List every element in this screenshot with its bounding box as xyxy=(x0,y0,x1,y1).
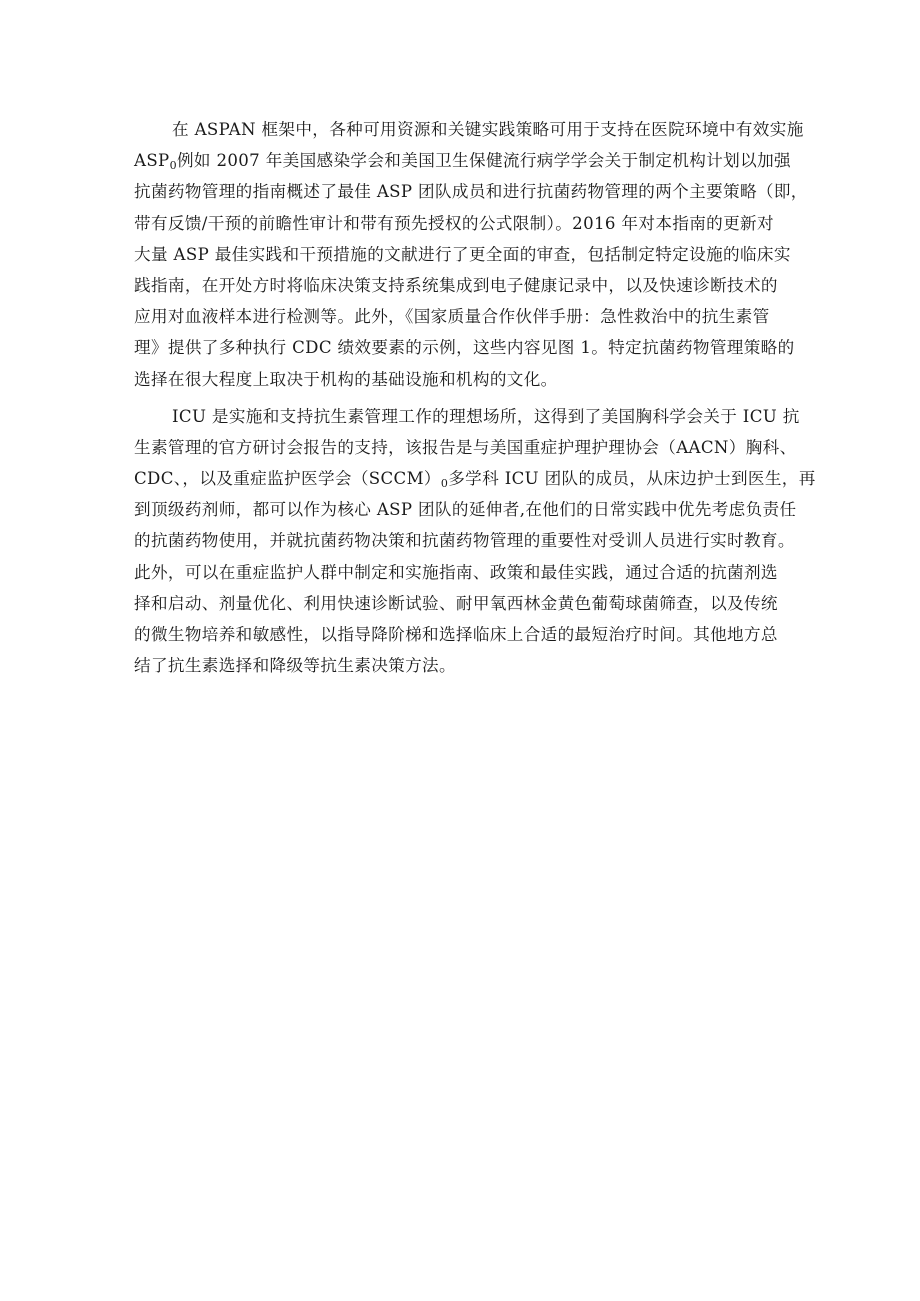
text-line: 带有反馈/干预的前瞻性审计和带有预先授权的公式限制）。2016 年对本指南的更新对 xyxy=(134,213,774,233)
text-segment: CDC、，以及重症监护医学会（SCCM） xyxy=(134,469,441,489)
text-line: 在 ASPAN 框架中，各种可用资源和关键实践策略可用于支持在医院环境中有效实施 xyxy=(172,120,804,139)
subscript: 0 xyxy=(440,477,449,491)
text-segment: 例如 2007 年美国感染学会和美国卫生保健流行病学学会关于制定机构计划以加强 xyxy=(176,151,791,171)
text-line: 择和启动、剂量优化、利用快速诊断试验、耐甲氧西林金黄色葡萄球菌筛查，以及传统 xyxy=(134,593,778,613)
text-line: 生素管理的官方研讨会报告的支持，该报告是与美国重症护理护理协会（AACN）胸科、 xyxy=(134,437,797,457)
text-line: 选择在很大程度上取决于机构的基础设施和机构的文化。 xyxy=(134,369,558,389)
text-line xyxy=(134,145,796,176)
text-line xyxy=(134,463,816,494)
text-line: 大量 ASP 最佳实践和干预措施的文献进行了更全面的审查，包括制定特定设施的临床实 xyxy=(134,244,791,264)
text-line: ICU 是实施和支持抗生素管理工作的理想场所，这得到了美国胸科学会关于 ICU 抗 xyxy=(172,406,800,426)
text-line: 应用对血液样本进行检测等。此外，《国家质量合作伙伴手册：急性救治中的抗生素管 xyxy=(134,307,770,327)
paragraph-aspan-framework xyxy=(134,114,808,395)
text-line: 的微生物培养和敏感性，以指导降阶梯和选择临床上合适的最短治疗时间。其他地方总 xyxy=(134,625,778,644)
paragraph-icu-stewardship xyxy=(134,401,816,682)
text-line: 抗菌药物管理的指南概述了最佳 ASP 团队成员和进行抗菌药物管理的两个主要策略（即， xyxy=(134,182,808,202)
text-line: 理》提供了多种执行 CDC 绩效要素的示例，这些内容见图 1。特定抗菌药物管理策略的 xyxy=(134,338,795,358)
text-line: 践指南，在开处方时将临床决策支持系统集成到电子健康记录中，以及快速诊断技术的 xyxy=(134,275,778,295)
text-segment: 多学科 ICU 团队的成员，从床边护士到医生，再 xyxy=(448,469,816,489)
text-line: 结了抗生素选择和降级等抗生素决策方法。 xyxy=(134,656,456,676)
text-segment: ASP xyxy=(134,151,170,171)
text-line: 到顶级药剂师，都可以作为核心 ASP 团队的延伸者,在他们的日常实践中优先考虑负责任 xyxy=(134,500,797,520)
document-body xyxy=(134,114,816,681)
subscript: 0 xyxy=(169,159,177,173)
text-line: 此外，可以在重症监护人群中制定和实施指南、政策和最佳实践，通过合适的抗菌剂选 xyxy=(134,562,778,582)
text-line: 的抗菌药物使用，并就抗菌药物决策和抗菌药物管理的重要性对受训人员进行实时教育。 xyxy=(134,531,795,551)
